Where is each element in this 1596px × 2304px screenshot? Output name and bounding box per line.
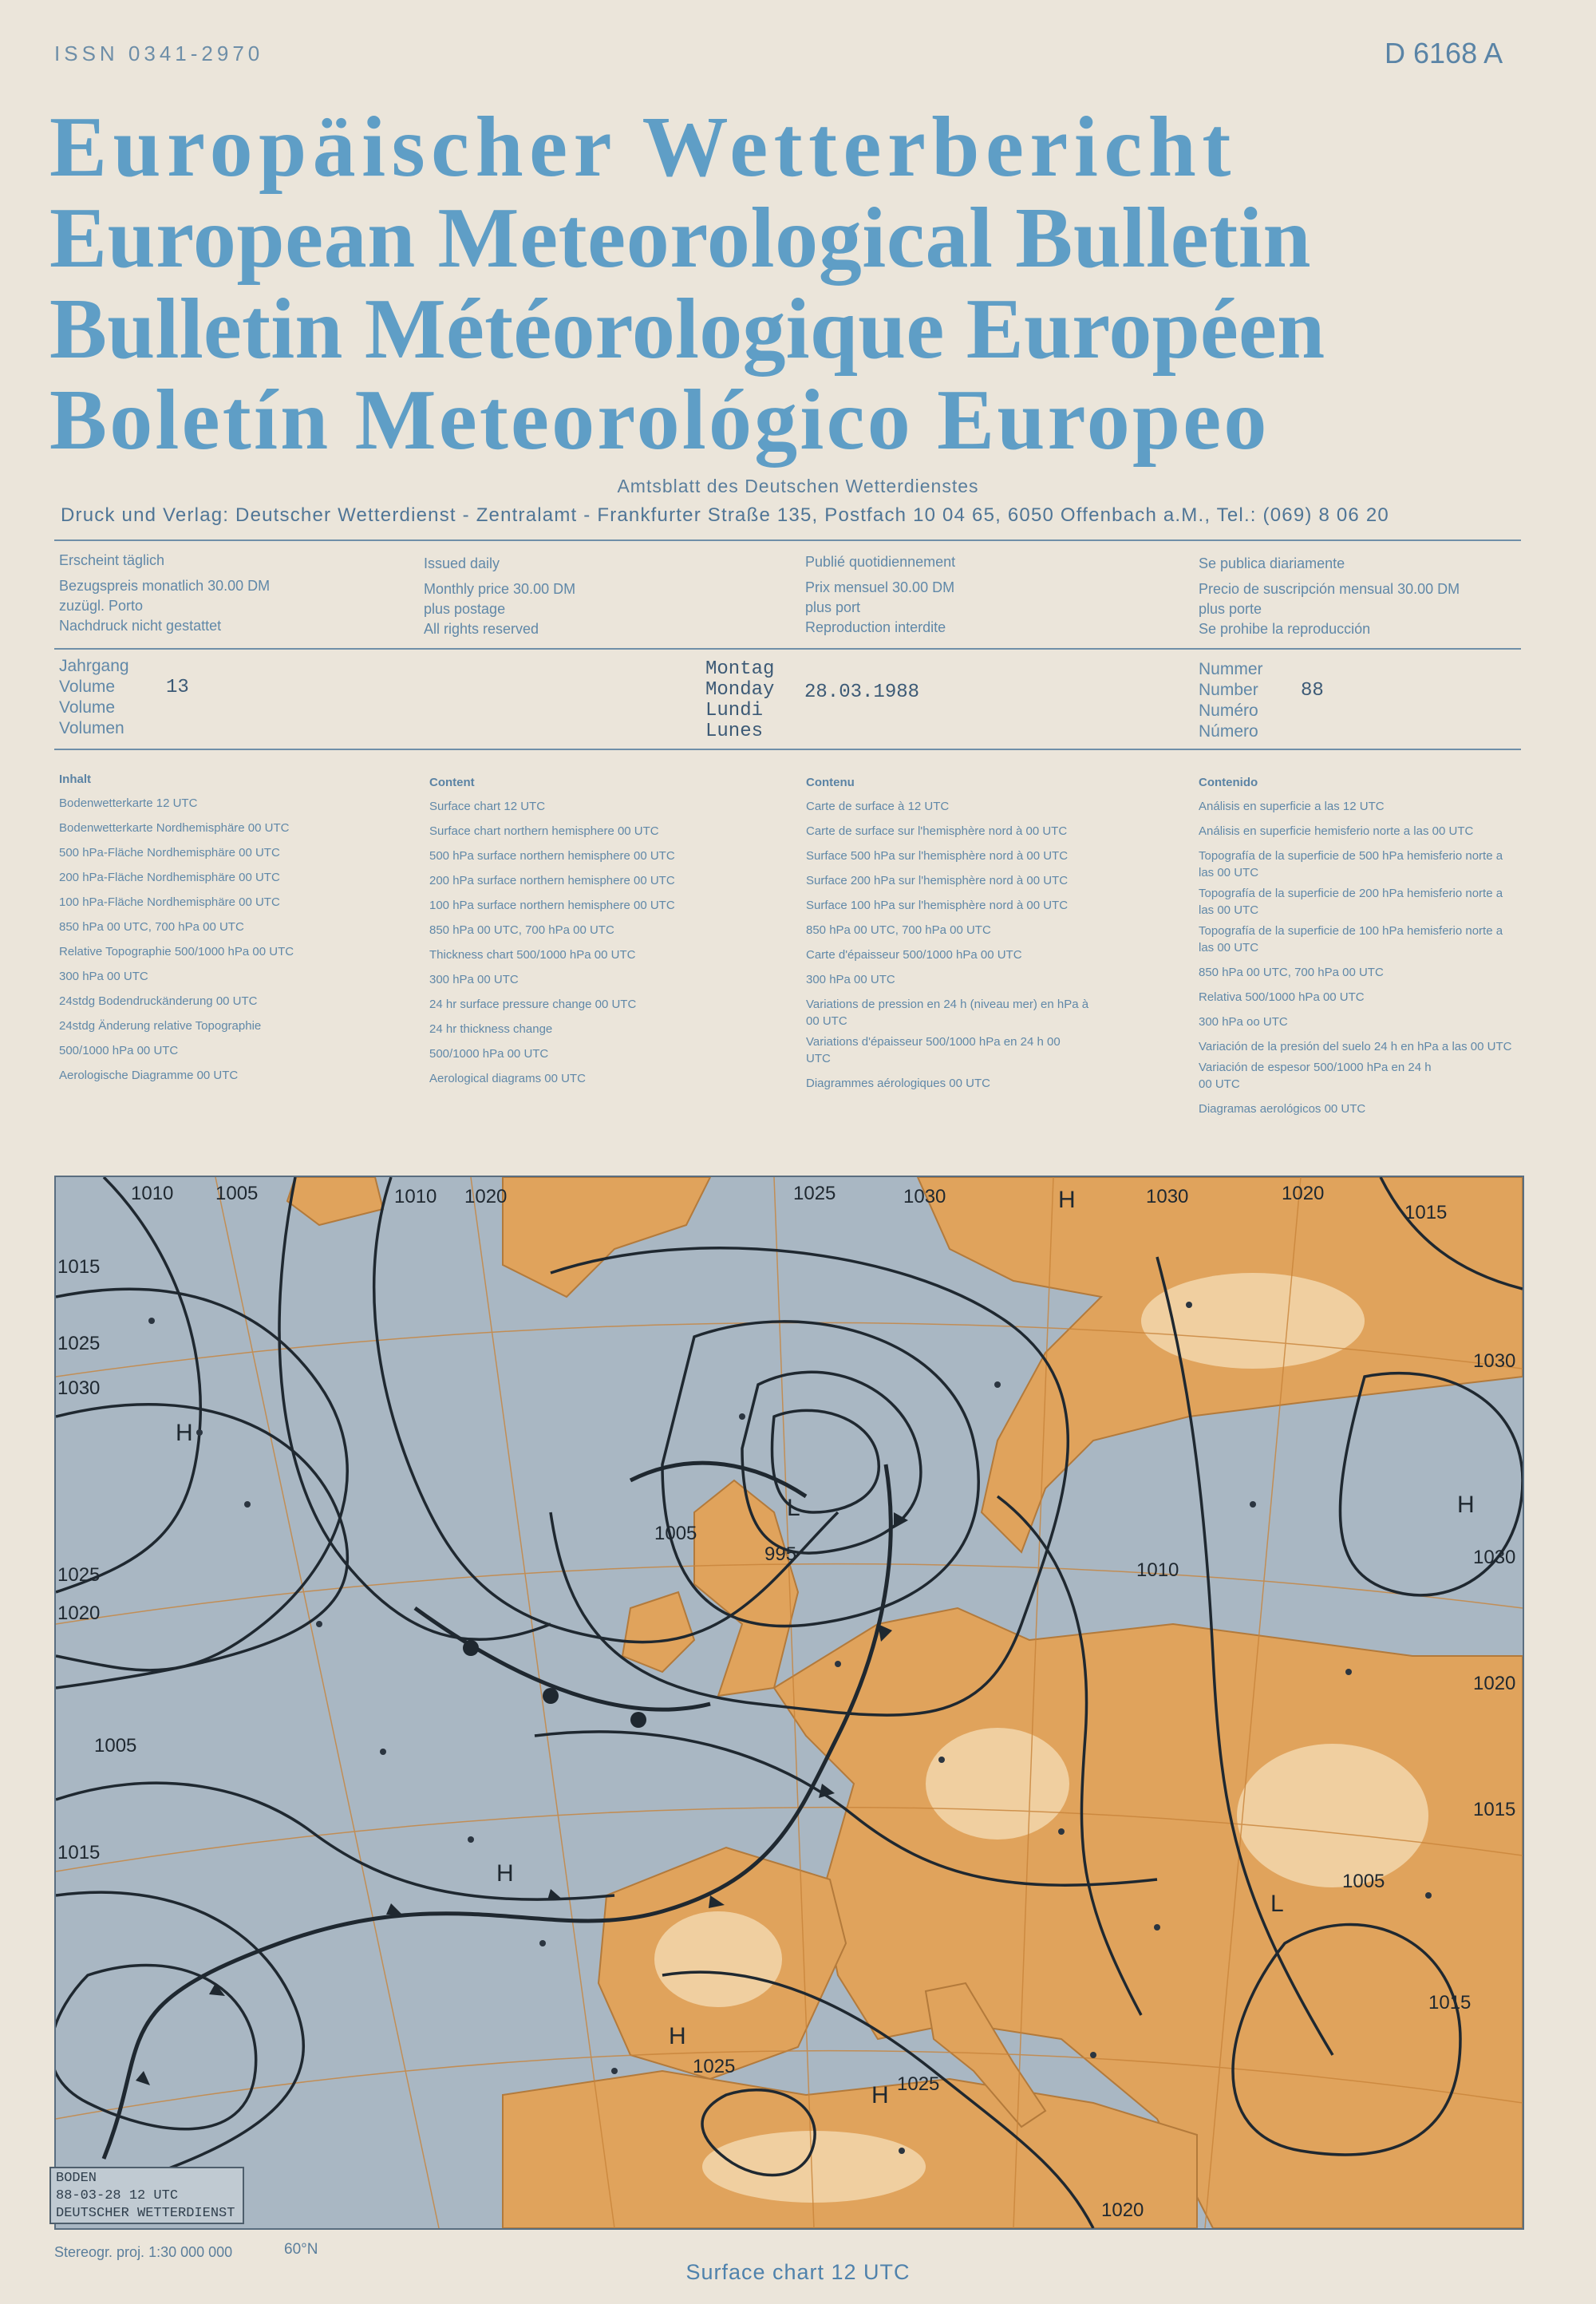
pressure-label: 1025: [57, 1564, 101, 1586]
high-center: H: [669, 2023, 686, 2049]
contents-item: Variación de espesor 500/1000 hPa en 24 h 00 UTC: [1199, 1061, 1432, 1091]
pressure-label: 1010: [131, 1183, 174, 1204]
pressure-label: 1030: [1473, 1350, 1516, 1372]
contents-item: 24stdg Änderung relative Topographie: [59, 1019, 262, 1033]
contents-item: Bodenwetterkarte Nordhemisphäre 00 UTC: [59, 821, 290, 835]
contents-item: Surface chart northern hemisphere 00 UTC: [429, 824, 659, 838]
pressure-label: 1010: [1136, 1559, 1179, 1581]
contents-item: Carte de surface à 12 UTC: [806, 800, 950, 813]
high-center: H: [1058, 1187, 1076, 1213]
pressure-label: 1020: [1282, 1183, 1325, 1204]
number-label: Nummer: [1199, 660, 1263, 678]
contents-heading: Content: [429, 776, 475, 789]
contents-item: Relative Topographie 500/1000 hPa 00 UTC: [59, 945, 294, 958]
pressure-label: 1020: [57, 1603, 101, 1624]
contents-item: Carte d'épaisseur 500/1000 hPa 00 UTC: [806, 948, 1022, 962]
stamp-line: BODEN: [56, 2171, 97, 2186]
pressure-label: 1025: [793, 1183, 836, 1204]
contents-item: Surface 500 hPa sur l'hemisphère nord à 00 UTC: [806, 849, 1069, 863]
number-label: Número: [1199, 722, 1258, 741]
weekday-label: Lundi: [705, 700, 764, 721]
subscription-line: plus postage: [424, 601, 506, 617]
subscription-spanish: [1199, 552, 1460, 640]
pressure-label: 1030: [1473, 1547, 1516, 1568]
station-dot: [316, 1621, 322, 1627]
contents-item: 500/1000 hPa 00 UTC: [429, 1047, 549, 1061]
subscription-line: plus port: [805, 599, 861, 615]
subscription-line: Nachdruck nicht gestattet: [59, 618, 222, 634]
pressure-label: 1020: [1101, 2199, 1144, 2221]
volume-label: Volume: [59, 698, 116, 717]
station-dot: [611, 2068, 618, 2074]
subscription-line: Monthly price 30.00 DM: [424, 581, 576, 597]
contents-item: Diagramas aerológicos 00 UTC: [1199, 1102, 1366, 1116]
contents-item: Topografía de la superficie de 100 hPa hemisferio norte a las 00 UTC: [1199, 924, 1503, 954]
contents-item: 24 hr thickness change: [429, 1022, 553, 1036]
station-dot: [1154, 1924, 1160, 1931]
pressure-label: 1015: [1473, 1799, 1516, 1820]
issue-number: 88: [1301, 680, 1324, 701]
contents-item: Aerologische Diagramme 00 UTC: [59, 1069, 239, 1082]
contents-item: Bodenwetterkarte 12 UTC: [59, 796, 198, 810]
issue-date: 28.03.1988: [804, 682, 920, 703]
pressure-label: 1020: [1473, 1673, 1516, 1694]
contents-item: 24 hr surface pressure change 00 UTC: [429, 998, 637, 1011]
station-dot: [1250, 1501, 1256, 1508]
contents-item: 100 hPa surface northern hemisphere 00 UTC: [429, 899, 675, 912]
number-labels: [1199, 659, 1263, 742]
divider: [54, 749, 1521, 750]
contents-german: [59, 773, 410, 1088]
chart-stamp: [49, 2167, 244, 2224]
title-french: Bulletin Météorologique Européen: [49, 282, 1325, 377]
land-patch: [1141, 1273, 1365, 1369]
subscription-french: [805, 551, 955, 638]
subscription-german: [59, 549, 270, 637]
map-caption: Surface chart 12 UTC: [685, 2260, 911, 2284]
weekday-label: Monday: [705, 679, 775, 701]
volume-number: 13: [166, 677, 189, 698]
contents-heading: Contenido: [1199, 776, 1258, 789]
station-dot: [1425, 1892, 1432, 1899]
pressure-label: 1025: [693, 2056, 736, 2077]
weekday-label: Lunes: [705, 721, 764, 742]
contents-item: 24stdg Bodendruckänderung 00 UTC: [59, 994, 258, 1008]
pressure-label: 1025: [897, 2073, 940, 2095]
contents-item: Topografía de la superficie de 500 hPa hemisferio norte a las 00 UTC: [1199, 849, 1503, 879]
contents-item: Variations de pression en 24 h (niveau mer) en hPa à 00 UTC: [806, 998, 1089, 1028]
contents-french: [806, 776, 1141, 1096]
front-semicircle: [543, 1688, 559, 1704]
volume-label: Volumen: [59, 719, 124, 737]
contents-item: Topografía de la superficie de 200 hPa hemisferio norte a las 00 UTC: [1199, 887, 1503, 917]
contents-item: Surface chart 12 UTC: [429, 800, 546, 813]
subscription-line: zuzügl. Porto: [59, 598, 144, 614]
contents-item: Variations d'épaisseur 500/1000 hPa en 24 h 00 UTC: [806, 1035, 1061, 1065]
contents-item: Diagrammes aérologiques 00 UTC: [806, 1077, 990, 1090]
contents-item: 300 hPa 00 UTC: [429, 973, 519, 986]
contents-item: 850 hPa 00 UTC, 700 hPa 00 UTC: [429, 923, 614, 937]
number-label: Number: [1199, 681, 1258, 699]
station-dot: [739, 1413, 745, 1420]
contents-spanish: [1199, 776, 1534, 1121]
land-patch: [926, 1728, 1069, 1840]
contents-item: Surface 200 hPa sur l'hemisphère nord à 00 UTC: [806, 874, 1069, 887]
pressure-label: 995: [764, 1543, 797, 1565]
subscription-line: Reproduction interdite: [805, 619, 946, 635]
station-dot: [380, 1749, 386, 1755]
contents-item: 100 hPa-Fläche Nordhemisphäre 00 UTC: [59, 895, 280, 909]
station-dot: [835, 1661, 841, 1667]
contents-item: Thickness chart 500/1000 hPa 00 UTC: [429, 948, 636, 962]
stamp-line: 88-03-28 12 UTC: [56, 2188, 179, 2203]
subscription-line: Issued daily: [424, 555, 500, 571]
contents-item: 200 hPa surface northern hemisphere 00 UTC: [429, 874, 675, 887]
pressure-label: 1015: [1404, 1202, 1448, 1223]
contents-item: Carte de surface sur l'hemisphère nord à 00 UTC: [806, 824, 1068, 838]
volume-labels: [59, 656, 129, 739]
map-reference-latitude: 60°N: [284, 2241, 318, 2258]
contents-item: Análisis en superficie hemisferio norte a las 00 UTC: [1199, 824, 1474, 838]
divider: [54, 648, 1521, 650]
station-dot: [994, 1381, 1001, 1388]
contents-item: 850 hPa 00 UTC, 700 hPa 00 UTC: [59, 920, 244, 934]
station-dot: [1186, 1302, 1192, 1308]
pressure-label: 1030: [57, 1377, 101, 1399]
official-gazette-line: Amtsblatt des Deutschen Wetterdienstes: [617, 476, 979, 496]
pressure-label: 1005: [1342, 1871, 1385, 1892]
volume-label: Jahrgang: [59, 657, 129, 675]
title-german: Europäischer Wetterbericht: [49, 100, 1237, 195]
station-dot: [539, 1940, 546, 1946]
station-dot: [1090, 2052, 1096, 2058]
contents-item: 200 hPa-Fläche Nordhemisphäre 00 UTC: [59, 871, 280, 884]
contents-item: Relativa 500/1000 hPa 00 UTC: [1199, 990, 1365, 1004]
issn: ISSN 0341-2970: [54, 41, 264, 65]
subscription-line: Bezugspreis monatlich 30.00 DM: [59, 578, 271, 594]
stamp-line: DEUTSCHER WETTERDIENST: [56, 2206, 235, 2221]
contents-item: 850 hPa 00 UTC, 700 hPa 00 UTC: [1199, 966, 1384, 979]
station-dot: [1345, 1669, 1352, 1675]
title-spanish: Boletín Meteorológico Europeo: [49, 373, 1270, 468]
land-patch: [654, 1911, 782, 2007]
subscription-english: [424, 552, 575, 640]
pressure-label: 1005: [94, 1735, 137, 1757]
pressure-label: 1015: [1428, 1992, 1472, 2014]
publisher-line: Druck und Verlag: Deutscher Wetterdienst - Zentralamt - Frankfurter Straße 135, Postfach 10 04 65, 6050 Offenbach a.M., Tel.: (069) 8 06 20: [61, 504, 1389, 526]
contents-heading: Contenu: [806, 776, 855, 789]
station-dot: [244, 1501, 251, 1508]
station-dot: [899, 2148, 905, 2154]
pressure-label: 1015: [57, 1842, 101, 1863]
station-dot: [196, 1429, 203, 1436]
pressure-label: 1015: [57, 1256, 101, 1278]
subscription-line: Erscheint täglich: [59, 552, 165, 568]
subscription-line: Prix mensuel 30.00 DM: [805, 579, 955, 595]
volume-label: Volume: [59, 678, 116, 696]
contents-item: Surface 100 hPa sur l'hemisphère nord à 00 UTC: [806, 899, 1069, 912]
subscription-line: Se publica diariamente: [1199, 555, 1345, 571]
contents-item: Análisis en superficie a las 12 UTC: [1199, 800, 1385, 813]
high-center: H: [871, 2082, 889, 2108]
contents-item: Aerological diagrams 00 UTC: [429, 1072, 586, 1085]
pressure-label: 1030: [1146, 1186, 1189, 1207]
number-label: Numéro: [1199, 701, 1258, 720]
subscription-line: plus porte: [1199, 601, 1262, 617]
contents-item: Variación de la presión del suelo 24 h en hPa a las 00 UTC: [1199, 1040, 1512, 1053]
pressure-label: 1030: [903, 1186, 946, 1207]
subscription-line: All rights reserved: [424, 621, 539, 637]
subscription-line: Publié quotidiennement: [805, 554, 956, 570]
surface-weather-map: [54, 1176, 1524, 2230]
station-dot: [468, 1836, 474, 1843]
station-dot: [1058, 1828, 1065, 1835]
map-drawing: [56, 1177, 1523, 2228]
map-projection: Stereogr. proj. 1:30 000 000: [54, 2244, 233, 2260]
subscription-line: Precio de suscripción mensual 30.00 DM: [1199, 581, 1460, 597]
station-dot: [938, 1757, 945, 1763]
station-dot: [148, 1318, 155, 1324]
weekday-labels: [705, 659, 774, 742]
high-center: H: [496, 1860, 514, 1887]
front-semicircle: [630, 1712, 646, 1728]
weekday-label: Montag: [705, 658, 775, 680]
front-semicircle: [463, 1640, 479, 1656]
divider: [54, 539, 1521, 541]
pressure-label: 1010: [394, 1186, 437, 1207]
contents-item: 850 hPa 00 UTC, 700 hPa 00 UTC: [806, 923, 991, 937]
pressure-label: 1025: [57, 1333, 101, 1354]
pressure-label: 1020: [464, 1186, 508, 1207]
land-patch: [1237, 1744, 1428, 1887]
contents-english: [429, 776, 780, 1091]
low-center: L: [1270, 1891, 1284, 1917]
title-english: European Meteorological Bulletin: [49, 191, 1312, 286]
contents-item: 300 hPa 00 UTC: [806, 973, 895, 986]
pressure-label: 1005: [654, 1523, 697, 1544]
contents-item: 300 hPa 00 UTC: [59, 970, 148, 983]
contents-item: 500 hPa surface northern hemisphere 00 UTC: [429, 849, 675, 863]
high-center: H: [1457, 1492, 1475, 1518]
contents-item: 300 hPa oo UTC: [1199, 1015, 1288, 1029]
subscription-line: Se prohibe la reproducción: [1199, 621, 1371, 637]
pressure-label: 1005: [215, 1183, 259, 1204]
contents-item: 500/1000 hPa 00 UTC: [59, 1044, 179, 1057]
low-center: L: [787, 1495, 800, 1521]
contents-item: 500 hPa-Fläche Nordhemisphäre 00 UTC: [59, 846, 280, 860]
contents-heading: Inhalt: [59, 773, 91, 786]
high-center: H: [176, 1420, 193, 1446]
publication-code: D 6168 A: [1385, 37, 1503, 69]
